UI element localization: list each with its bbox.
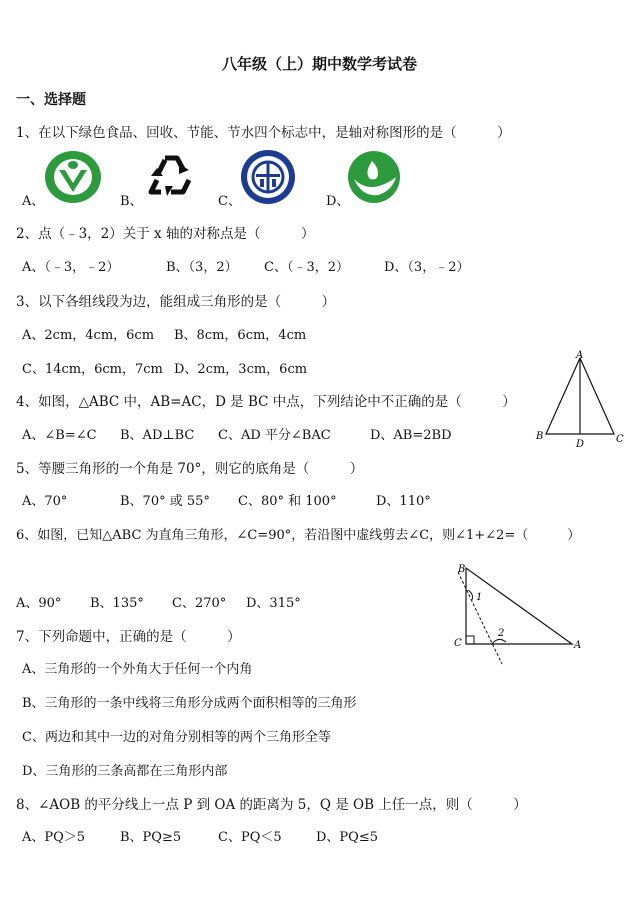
q6-label-angle-2: 2 <box>498 628 505 639</box>
q6-label-b: B <box>458 564 466 575</box>
q1-label-a: A、 <box>22 194 45 209</box>
q5-option-a: A、70° <box>22 494 68 509</box>
q6-right-triangle-figure <box>448 558 588 668</box>
green-food-logo-icon <box>44 150 102 204</box>
q4-label-c: C <box>616 434 624 445</box>
q6-option-c: C、270° <box>172 596 227 611</box>
q2-option-d: D、（3，﹣2） <box>384 260 470 275</box>
q5-option-c: C、80° 和 100° <box>238 494 337 509</box>
question-4-text: 4、如图，△ABC 中，AB=AC，D 是 BC 中点，下列结论中不正确的是（ ） <box>16 394 516 410</box>
q5-option-d: D、110° <box>376 494 431 509</box>
q2-option-c: C、（﹣3，2） <box>264 260 349 275</box>
q5-option-b: B、70° 或 55° <box>120 494 210 509</box>
q6-option-d: D、315° <box>246 596 301 611</box>
question-2-text: 2、点（﹣3，2）关于 x 轴的对称点是（ ） <box>16 226 315 242</box>
question-5-text: 5、等腰三角形的一个角是 70°，则它的底角是（ ） <box>16 461 364 477</box>
q8-option-d: D、PQ≤5 <box>316 830 378 845</box>
water-saving-logo-icon <box>348 151 400 203</box>
q1-label-c: C、 <box>218 194 241 209</box>
q4-option-a: A、∠B=∠C <box>22 428 97 443</box>
q3-option-a: A、2cm，4cm，6cm <box>22 328 155 343</box>
energy-saving-logo-icon <box>240 149 296 205</box>
q1-label-b: B、 <box>120 194 143 209</box>
page-title: 八年级（上）期中数学考试卷 <box>222 55 418 73</box>
q4-triangle-figure <box>532 350 628 450</box>
q8-option-a: A、PQ＞5 <box>22 830 86 845</box>
question-6-text: 6、如图，已知△ABC 为直角三角形，∠C=90°，若沿图中虚线剪去∠C，则∠1+∠2=（ ） <box>16 528 581 543</box>
q7-option-a: A、三角形的一个外角大于任何一个内角 <box>22 662 253 677</box>
q4-label-b: B <box>536 431 544 442</box>
q2-option-a: A、（﹣3，﹣2） <box>22 260 120 275</box>
q3-option-b: B、8cm，6cm，4cm <box>174 328 307 343</box>
q4-option-c: C、AD 平分∠BAC <box>218 428 331 443</box>
recycling-logo-icon <box>143 150 199 204</box>
q4-option-d: D、AB=2BD <box>370 428 452 443</box>
q4-label-a: A <box>576 350 584 361</box>
q4-option-b: B、AD⊥BC <box>120 428 195 443</box>
question-8-text: 8、∠AOB 的平分线上一点 P 到 OA 的距离为 5，Q 是 OB 上任一点，则（ ） <box>16 797 527 813</box>
q4-label-d: D <box>576 439 585 450</box>
question-7-text: 7、下列命题中，正确的是（ ） <box>16 629 241 645</box>
q7-option-b: B、三角形的一条中线将三角形分成两个面积相等的三角形 <box>22 696 357 711</box>
q6-label-c: C <box>454 638 462 649</box>
q8-option-c: C、PQ＜5 <box>218 830 282 845</box>
q6-option-a: A、90° <box>16 596 62 611</box>
q1-label-d: D、 <box>326 194 350 209</box>
q3-option-d: D、2cm，3cm，6cm <box>174 362 308 377</box>
q8-option-b: B、PQ≥5 <box>120 830 182 845</box>
section-heading: 一、选择题 <box>16 92 86 108</box>
q6-label-angle-1: 1 <box>476 592 483 603</box>
q7-option-c: C、两边和其中一边的对角分别相等的两个三角形全等 <box>22 730 331 745</box>
q7-option-d: D、三角形的三条高都在三角形内部 <box>22 764 228 779</box>
question-1-text: 1、在以下绿色食品、回收、节能、节水四个标志中，是轴对称图形的是（ ） <box>16 125 511 141</box>
q2-option-b: B、（3，2） <box>166 260 238 275</box>
q6-label-a: A <box>574 640 582 651</box>
q6-option-b: B、135° <box>90 596 144 611</box>
question-3-text: 3、以下各组线段为边，能组成三角形的是（ ） <box>16 294 336 310</box>
q3-option-c: C、14cm，6cm，7cm <box>22 362 163 377</box>
